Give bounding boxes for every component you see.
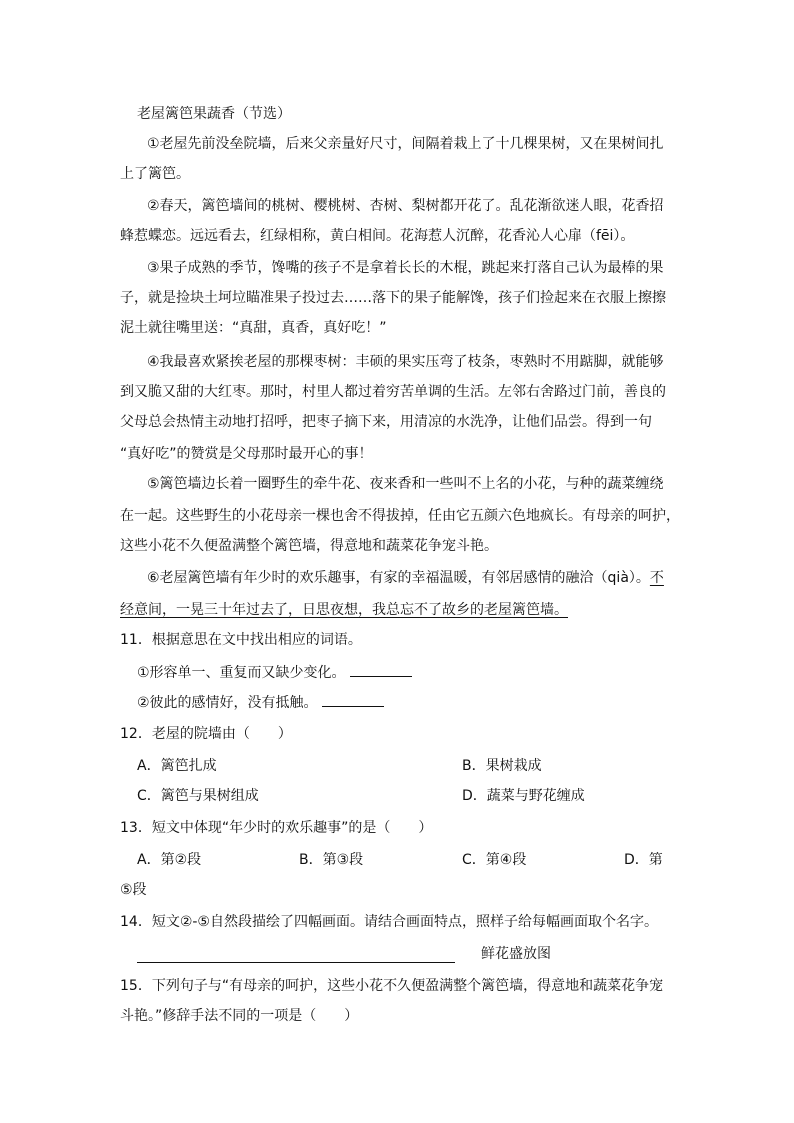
paragraph-2-line-1: ②春天，篱笆墙间的桃树、樱桃树、杏树、梨树都开花了。乱花渐欲迷人眼，花香招 — [147, 198, 664, 214]
question-12-option-b[interactable]: B．果树栽成 — [462, 758, 542, 774]
paragraph-6-underlined-start: 不 — [649, 570, 664, 586]
question-13-option-d-wrap: ⑤段 — [120, 882, 147, 898]
question-12-option-d[interactable]: D．蔬菜与野花缠成 — [462, 788, 585, 804]
paragraph-6-line-1 — [147, 568, 664, 588]
paragraph-5-line-2: 在一起。这些野生的小花母亲一棵也舍不得拔掉，任由它五颜六色地疯长。有母亲的呵护， — [120, 508, 680, 524]
question-11-answer-blank-1[interactable] — [350, 662, 412, 677]
question-11-item-1 — [137, 662, 412, 682]
question-13-option-d[interactable]: D．第 — [624, 852, 663, 868]
paragraph-3-line-1: ③果子成熟的季节，馋嘴的孩子不是拿着长长的木棍，跳起来打落自己认为最棒的果 — [147, 260, 664, 276]
paragraph-5-line-3: 这些小花不久便盈满整个篱笆墙，得意地和蔬菜花争宠斗艳。 — [120, 538, 498, 554]
paragraph-1-line-2: 上了篱笆。 — [120, 166, 190, 182]
question-12-stem: 12．老屋的院墙由（ ） — [120, 726, 292, 742]
question-14-stem: 14．短文②-⑤自然段描绘了四幅画面。请结合画面特点，照样子给每幅画面取个名字。 — [120, 914, 658, 930]
question-11-item-2 — [137, 692, 384, 712]
question-11-answer-blank-2[interactable] — [322, 692, 384, 707]
question-14-example: 鲜花盛放图 — [481, 946, 551, 962]
question-15-stem-line-2: 斗艳。”修辞手法不同的一项是（ ） — [120, 1008, 359, 1024]
question-13-option-c[interactable]: C．第④段 — [462, 852, 527, 868]
paragraph-4-line-4: “真好吃”的赞赏是父母那时最开心的事！ — [120, 446, 373, 462]
paragraph-2-line-2: 蜂惹蝶恋。远远看去，红绿相称，黄白相间。花海惹人沉醉，花香沁人心扉（fēi）。 — [120, 228, 635, 244]
question-12-option-c[interactable]: C．篱笆与果树组成 — [137, 788, 259, 804]
paragraph-1-line-1: ①老屋先前没垒院墙，后来父亲量好尺寸，间隔着栽上了十几棵果树，又在果树间扎 — [147, 136, 664, 152]
paragraph-6-underlined-sentence: 经意间，一晃三十年过去了，日思夜想，我总忘不了故乡的老屋篱笆墙。 — [120, 602, 568, 618]
question-11-item-2-text: ②彼此的感情好，没有抵触。 — [137, 695, 318, 711]
question-13-option-b[interactable]: B．第③段 — [299, 852, 364, 868]
question-15-stem-line-1: 15．下列句子与“有母亲的呵护，这些小花不久便盈满整个篱笆墙，得意地和蔬菜花争宠 — [120, 978, 664, 994]
paragraph-6-plain-text: ⑥老屋篱笆墙有年少时的欢乐趣事，有家的幸福温暖，有邻居感情的融洽（qià）。 — [147, 570, 650, 586]
question-12-option-a[interactable]: A．篱笆扎成 — [137, 758, 217, 774]
question-11-stem: 11．根据意思在文中找出相应的词语。 — [120, 632, 362, 648]
question-13-option-a[interactable]: A．第②段 — [137, 852, 202, 868]
paragraph-4-line-3: 父母总会热情主动地打招呼，把枣子摘下来，用清凉的水洗净，让他们品尝。得到一句 — [120, 414, 652, 430]
question-13-stem: 13．短文中体现“年少时的欢乐趣事”的是（ ） — [120, 820, 433, 836]
question-14-answer-blank[interactable] — [137, 962, 455, 963]
paragraph-4-line-1: ④我最喜欢紧挨老屋的那棵枣树：丰硕的果实压弯了枝条，枣熟时不用踮脚，就能够 — [147, 354, 664, 370]
paragraph-4-line-2: 到又脆又甜的大红枣。那时，村里人都过着穷苦单调的生活。左邻右舍路过门前，善良的 — [120, 384, 666, 400]
paragraph-3-line-2: 子，就是捡块土坷垃瞄准果子投过去……落下的果子能解馋，孩子们捡起来在衣服上擦擦 — [120, 290, 666, 306]
paragraph-3-line-3: 泥土就往嘴里送：“真甜，真香，真好吃！” — [120, 320, 387, 336]
passage-title: 老屋篱笆果蔬香（节选） — [137, 106, 291, 122]
paragraph-5-line-1: ⑤篱笆墙边长着一圈野生的牵牛花、夜来香和一些叫不上名的小花，与种的蔬菜缠绕 — [147, 476, 664, 492]
question-11-item-1-text: ①形容单一、重复而又缺少变化。 — [137, 665, 346, 681]
